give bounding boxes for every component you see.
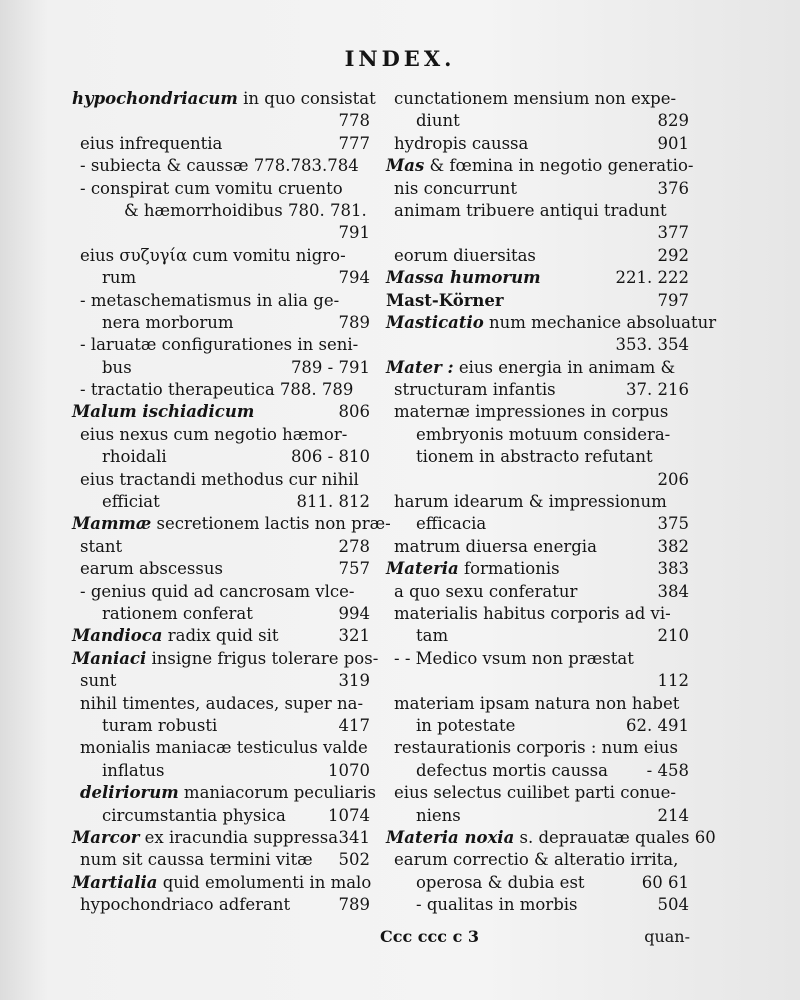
entry-text xyxy=(416,715,515,737)
page-reference: 37. 216 xyxy=(626,380,689,400)
entry-main-text: diunt xyxy=(416,111,460,131)
entry-rest-text: num mechanice absoluatur xyxy=(483,312,717,332)
entry-main-text: nis concurrunt xyxy=(394,178,517,198)
entry-rest-text: s. deprauatæ quales 60 xyxy=(514,827,716,847)
entry-main-text: - - Medico vsum non præstat xyxy=(394,648,634,668)
entry-text xyxy=(102,312,233,334)
entry-text xyxy=(80,178,343,200)
index-term: Materia noxia xyxy=(386,827,515,847)
entry-text xyxy=(80,670,116,692)
page-reference: 806 - 810 xyxy=(290,447,370,467)
entry-main-text: tionem in abstracto refutant xyxy=(416,447,653,467)
index-entry-line xyxy=(386,715,691,737)
index-term: Masticatio xyxy=(386,312,484,332)
page-reference: 789 xyxy=(338,895,370,915)
right-index-column xyxy=(386,88,717,916)
page-reference: 62. 491 xyxy=(626,715,689,735)
entry-main-text: stant xyxy=(80,536,123,556)
index-entry-line xyxy=(72,827,372,849)
index-entry-line xyxy=(72,357,372,379)
entry-text xyxy=(80,245,346,267)
entry-text xyxy=(394,401,668,423)
entry-main-text: defectus mortis caussa xyxy=(416,760,608,780)
page-reference: 112 xyxy=(657,671,689,691)
page-reference: 375 xyxy=(657,514,689,534)
page-reference: 292 xyxy=(657,245,689,265)
entry-text xyxy=(80,558,223,580)
entry-main-text: - genius quid ad cancrosam vlce- xyxy=(80,581,355,601)
index-entry-line xyxy=(386,648,691,670)
entry-text xyxy=(416,625,448,647)
entry-main-text: & hæmorrhoidibus 780. 781. xyxy=(124,200,367,220)
index-entry-line xyxy=(72,491,372,513)
page-reference: 829 xyxy=(657,111,689,131)
index-entry-line xyxy=(386,737,691,759)
entry-main-text: in potestate xyxy=(416,715,516,735)
entry-main-text: circumstantia physica xyxy=(102,805,286,825)
index-term: Mas xyxy=(386,156,425,176)
left-index-column xyxy=(72,88,391,916)
entry-rest-text: in quo consistat xyxy=(237,89,376,108)
entry-text xyxy=(416,110,460,132)
entry-main-text: - tractatio therapeutica 788. 789 xyxy=(80,380,354,400)
page-reference: 806 xyxy=(338,402,370,422)
index-entry-line xyxy=(386,200,691,222)
entry-rest-text: maniacorum peculiaris xyxy=(178,783,376,803)
entry-text xyxy=(386,290,504,312)
index-entry-line xyxy=(72,200,372,222)
entry-text xyxy=(102,267,136,289)
entry-text xyxy=(80,334,358,356)
entry-text xyxy=(80,469,359,491)
page-reference: 1074 xyxy=(328,805,370,825)
page-reference: 60 61 xyxy=(641,872,689,892)
entry-rest-text: & fœmina in negotio generatio- xyxy=(424,156,694,176)
entry-main-text: bus xyxy=(102,357,132,377)
index-entry-line xyxy=(386,603,691,625)
entry-text xyxy=(72,872,371,894)
page-reference: 789 xyxy=(338,312,370,332)
index-term: Mast-Körner xyxy=(386,290,504,310)
index-entry-line xyxy=(72,536,372,558)
index-entry-line xyxy=(386,222,691,244)
page-reference: 777 xyxy=(338,133,370,153)
index-entry-line xyxy=(72,155,372,177)
entry-rest-text: formationis xyxy=(458,559,560,579)
index-entry-line xyxy=(386,513,691,535)
page-reference: 797 xyxy=(657,290,689,310)
page-reference: 377 xyxy=(657,223,689,243)
entry-text xyxy=(386,827,716,849)
entry-text xyxy=(394,849,678,871)
index-entry-line xyxy=(386,469,691,491)
entry-text xyxy=(102,357,132,379)
index-entry-line xyxy=(72,446,372,468)
entry-main-text: earum correctio & alteratio irrita, xyxy=(394,850,679,870)
page-reference: 214 xyxy=(657,805,689,825)
entry-main-text: - qualitas in morbis xyxy=(416,895,578,915)
index-entry-line xyxy=(72,110,372,132)
page-reference: 789 - 791 xyxy=(290,357,370,377)
entry-text xyxy=(386,312,716,334)
index-entry-line xyxy=(386,178,691,200)
index-term: Mammæ xyxy=(72,514,152,534)
index-entry-line xyxy=(386,849,691,871)
entry-text xyxy=(80,894,290,916)
page-reference: 341 xyxy=(338,827,370,847)
entry-main-text: eorum diuersitas xyxy=(394,245,536,265)
entry-rest-text: ex iracundia suppressa xyxy=(139,827,339,847)
entry-text xyxy=(102,760,164,782)
entry-text xyxy=(80,379,353,401)
entry-main-text: nera morborum xyxy=(102,312,234,332)
entry-text xyxy=(80,693,363,715)
entry-text xyxy=(394,178,517,200)
entry-main-text: nihil timentes, audaces, super na- xyxy=(80,693,364,713)
entry-text xyxy=(394,648,634,670)
index-entry-line xyxy=(386,581,691,603)
index-term: Massa humorum xyxy=(386,268,541,288)
entry-main-text: rum xyxy=(102,268,137,288)
index-entry-line xyxy=(72,290,372,312)
entry-main-text: - metaschematismus in alia ge- xyxy=(80,290,340,310)
entry-main-text: hydropis caussa xyxy=(394,133,529,153)
page-reference: 994 xyxy=(338,603,370,623)
index-term: Marcor xyxy=(72,827,140,847)
entry-main-text: rhoidali xyxy=(102,447,167,467)
entry-text xyxy=(394,133,528,155)
entry-main-text: sunt xyxy=(80,671,117,691)
page-reference: 383 xyxy=(657,559,689,579)
page-reference: 210 xyxy=(657,626,689,646)
entry-text xyxy=(80,133,222,155)
index-entry-line xyxy=(386,155,694,177)
index-entry-line xyxy=(386,625,691,647)
entry-text xyxy=(80,155,359,177)
page-reference: 278 xyxy=(338,536,370,556)
index-entry-line xyxy=(72,513,391,535)
entry-main-text: niens xyxy=(416,805,461,825)
entry-rest-text: secretionem lactis non præ- xyxy=(151,514,391,534)
entry-main-text: harum idearum & impressionum xyxy=(394,492,667,512)
entry-text xyxy=(416,805,461,827)
entry-main-text: earum abscessus xyxy=(80,559,223,579)
index-entry-line xyxy=(386,88,691,110)
index-entry-line xyxy=(72,737,372,759)
page-reference: 504 xyxy=(657,895,689,915)
entry-rest-text: eius energia in animam & xyxy=(453,357,676,377)
entry-main-text: maternæ impressiones in corpus xyxy=(394,402,669,422)
index-entry-line xyxy=(386,782,691,804)
entry-rest-text: insigne frigus tolerare pos- xyxy=(146,648,379,668)
index-entry-line xyxy=(72,133,372,155)
index-entry-line xyxy=(72,805,372,827)
entry-text xyxy=(416,760,608,782)
entry-text xyxy=(394,782,676,804)
entry-text xyxy=(416,513,486,535)
entry-text xyxy=(394,536,597,558)
index-entry-line xyxy=(386,133,691,155)
entry-text xyxy=(80,536,122,558)
index-term: Maniaci xyxy=(72,648,147,668)
index-entry-line xyxy=(72,849,372,871)
index-entry-line xyxy=(72,603,372,625)
index-entry-line xyxy=(386,558,691,580)
index-entry-line xyxy=(72,312,372,334)
entry-text xyxy=(416,424,670,446)
catchword: quan- xyxy=(644,927,690,946)
page-reference: 757 xyxy=(338,559,370,579)
entry-text xyxy=(80,581,354,603)
entry-text xyxy=(72,827,338,849)
entry-main-text: efficacia xyxy=(416,514,487,534)
index-term: hypochondriacum xyxy=(72,89,238,108)
index-entry-line xyxy=(386,446,691,468)
page-reference: 206 xyxy=(657,469,689,489)
entry-text xyxy=(394,581,577,603)
index-entry-line xyxy=(386,670,691,692)
index-entry-line xyxy=(386,267,691,289)
entry-text xyxy=(386,155,693,177)
entry-text xyxy=(72,401,254,423)
entry-main-text: efficiat xyxy=(102,492,160,512)
index-entry-line xyxy=(72,581,372,603)
entry-text xyxy=(394,88,676,110)
index-term: deliriorum xyxy=(80,783,179,803)
entry-main-text: cunctationem mensium non expe- xyxy=(394,89,677,108)
index-entry-line xyxy=(72,670,372,692)
index-entry-line xyxy=(386,693,691,715)
entry-main-text: inflatus xyxy=(102,760,165,780)
entry-main-text: materialis habitus corporis ad vi- xyxy=(394,603,671,623)
entry-main-text: materiam ipsam natura non habet xyxy=(394,693,680,713)
page-reference: 384 xyxy=(657,581,689,601)
index-entry-line xyxy=(386,110,691,132)
entry-main-text: embryonis motuum considera- xyxy=(416,424,671,444)
index-entry-line xyxy=(72,715,372,737)
entry-main-text: eius nexus cum negotio hæmor- xyxy=(80,424,348,444)
entry-main-text: eius tractandi methodus cur nihil xyxy=(80,469,359,489)
entry-main-text: turam robusti xyxy=(102,715,218,735)
page-reference: 901 xyxy=(657,133,689,153)
entry-main-text: structuram infantis xyxy=(394,380,556,400)
page-reference: 794 xyxy=(338,268,370,288)
entry-main-text: animam tribuere antiqui tradunt xyxy=(394,200,667,220)
index-entry-line xyxy=(72,872,372,894)
entry-text xyxy=(394,603,671,625)
index-entry-line xyxy=(72,894,372,916)
index-entry-line xyxy=(72,693,372,715)
entry-text xyxy=(394,245,536,267)
entry-text xyxy=(386,267,541,289)
index-term: Mater : xyxy=(386,357,454,377)
entry-main-text: num sit caussa termini vitæ xyxy=(80,850,313,870)
page-reference: 319 xyxy=(338,671,370,691)
entry-text xyxy=(394,379,556,401)
entry-main-text: rationem conferat xyxy=(102,603,253,623)
index-entry-line xyxy=(72,379,372,401)
page-reference: 321 xyxy=(338,626,370,646)
page-reference: 382 xyxy=(657,536,689,556)
entry-text xyxy=(394,200,667,222)
index-entry-line xyxy=(386,401,691,423)
entry-main-text: - laruatæ configurationes in seni- xyxy=(80,335,359,355)
index-term: Martialia xyxy=(72,872,158,892)
entry-text xyxy=(80,424,347,446)
index-entry-line xyxy=(72,760,372,782)
entry-main-text: - conspirat cum vomitu cruento xyxy=(80,178,343,198)
index-entry-line xyxy=(72,222,372,244)
index-entry-line xyxy=(72,267,372,289)
entry-main-text: operosa & dubia est xyxy=(416,872,585,892)
entry-text xyxy=(80,737,368,759)
entry-text xyxy=(394,491,667,513)
entry-text xyxy=(416,872,585,894)
page-reference: 502 xyxy=(338,850,370,870)
index-entry-line xyxy=(386,357,691,379)
index-entry-line xyxy=(72,625,372,647)
entry-main-text: hypochondriaco adferant xyxy=(80,895,291,915)
entry-text xyxy=(102,715,217,737)
entry-text xyxy=(72,513,391,535)
entry-text xyxy=(416,894,578,916)
index-entry-line xyxy=(72,558,372,580)
entry-text xyxy=(80,849,313,871)
entry-main-text: eius infrequentia xyxy=(80,133,223,153)
page-reference: 778 xyxy=(338,111,370,131)
index-entry-line xyxy=(386,334,691,356)
entry-main-text: eius selectus cuilibet parti conue- xyxy=(394,783,676,803)
entry-text xyxy=(72,648,378,670)
entry-text xyxy=(102,446,167,468)
page-reference: 221. 222 xyxy=(615,268,689,288)
index-entry-line xyxy=(386,872,691,894)
index-entry-line xyxy=(386,827,716,849)
index-entry-line xyxy=(386,379,691,401)
entry-text xyxy=(102,603,253,625)
index-entry-line xyxy=(72,334,372,356)
entry-text xyxy=(124,200,367,222)
index-entry-line xyxy=(72,88,376,110)
entry-text xyxy=(386,357,675,379)
page-reference: - 458 xyxy=(646,760,689,780)
entry-text xyxy=(72,88,376,110)
entry-text xyxy=(416,446,653,468)
page-header: INDEX. xyxy=(344,46,456,71)
page-reference: 376 xyxy=(657,178,689,198)
entry-text xyxy=(386,558,560,580)
entry-text xyxy=(394,737,678,759)
entry-text xyxy=(102,491,160,513)
entry-main-text: restaurationis corporis : num eius xyxy=(394,738,678,758)
entry-rest-text: radix quid sit xyxy=(162,626,279,646)
index-entry-line xyxy=(72,648,379,670)
page-reference: 353. 354 xyxy=(615,335,689,355)
index-entry-line xyxy=(72,245,372,267)
index-entry-line xyxy=(386,536,691,558)
index-entry-line xyxy=(386,760,691,782)
entry-main-text: matrum diuersa energia xyxy=(394,536,597,556)
entry-main-text: tam xyxy=(416,626,449,646)
index-entry-line xyxy=(386,245,691,267)
entry-text xyxy=(80,290,339,312)
page-reference: 417 xyxy=(338,715,370,735)
index-term: Mandioca xyxy=(72,626,163,646)
signature-mark: Ccc ccc c 3 xyxy=(380,927,480,946)
index-entry-line xyxy=(72,401,372,423)
page-reference: 1070 xyxy=(328,760,370,780)
entry-text xyxy=(80,782,376,804)
entry-text xyxy=(394,693,679,715)
index-entry-line xyxy=(386,312,717,334)
entry-rest-text: quid emolumenti in malo xyxy=(157,872,372,892)
entry-text xyxy=(102,805,286,827)
index-entry-line xyxy=(386,805,691,827)
index-entry-line xyxy=(386,491,691,513)
page-footer xyxy=(380,927,690,946)
index-entry-line xyxy=(386,290,691,312)
page-reference: 811. 812 xyxy=(296,492,370,512)
index-entry-line xyxy=(72,782,376,804)
entry-main-text: - subiecta & caussæ 778.783.784 xyxy=(80,156,359,176)
index-entry-line xyxy=(72,178,372,200)
entry-main-text: monialis maniacæ testiculus valde xyxy=(80,738,368,758)
index-entry-line xyxy=(386,424,691,446)
index-term: Materia xyxy=(386,559,459,579)
entry-main-text: eius συζυγία cum vomitu nigro- xyxy=(80,245,346,265)
index-entry-line xyxy=(72,424,372,446)
entry-main-text: a quo sexu conferatur xyxy=(394,581,578,601)
index-term: Malum ischiadicum xyxy=(72,402,255,422)
index-entry-line xyxy=(72,469,372,491)
entry-text xyxy=(72,625,279,647)
page-reference: 791 xyxy=(338,223,370,243)
index-entry-line xyxy=(386,894,691,916)
